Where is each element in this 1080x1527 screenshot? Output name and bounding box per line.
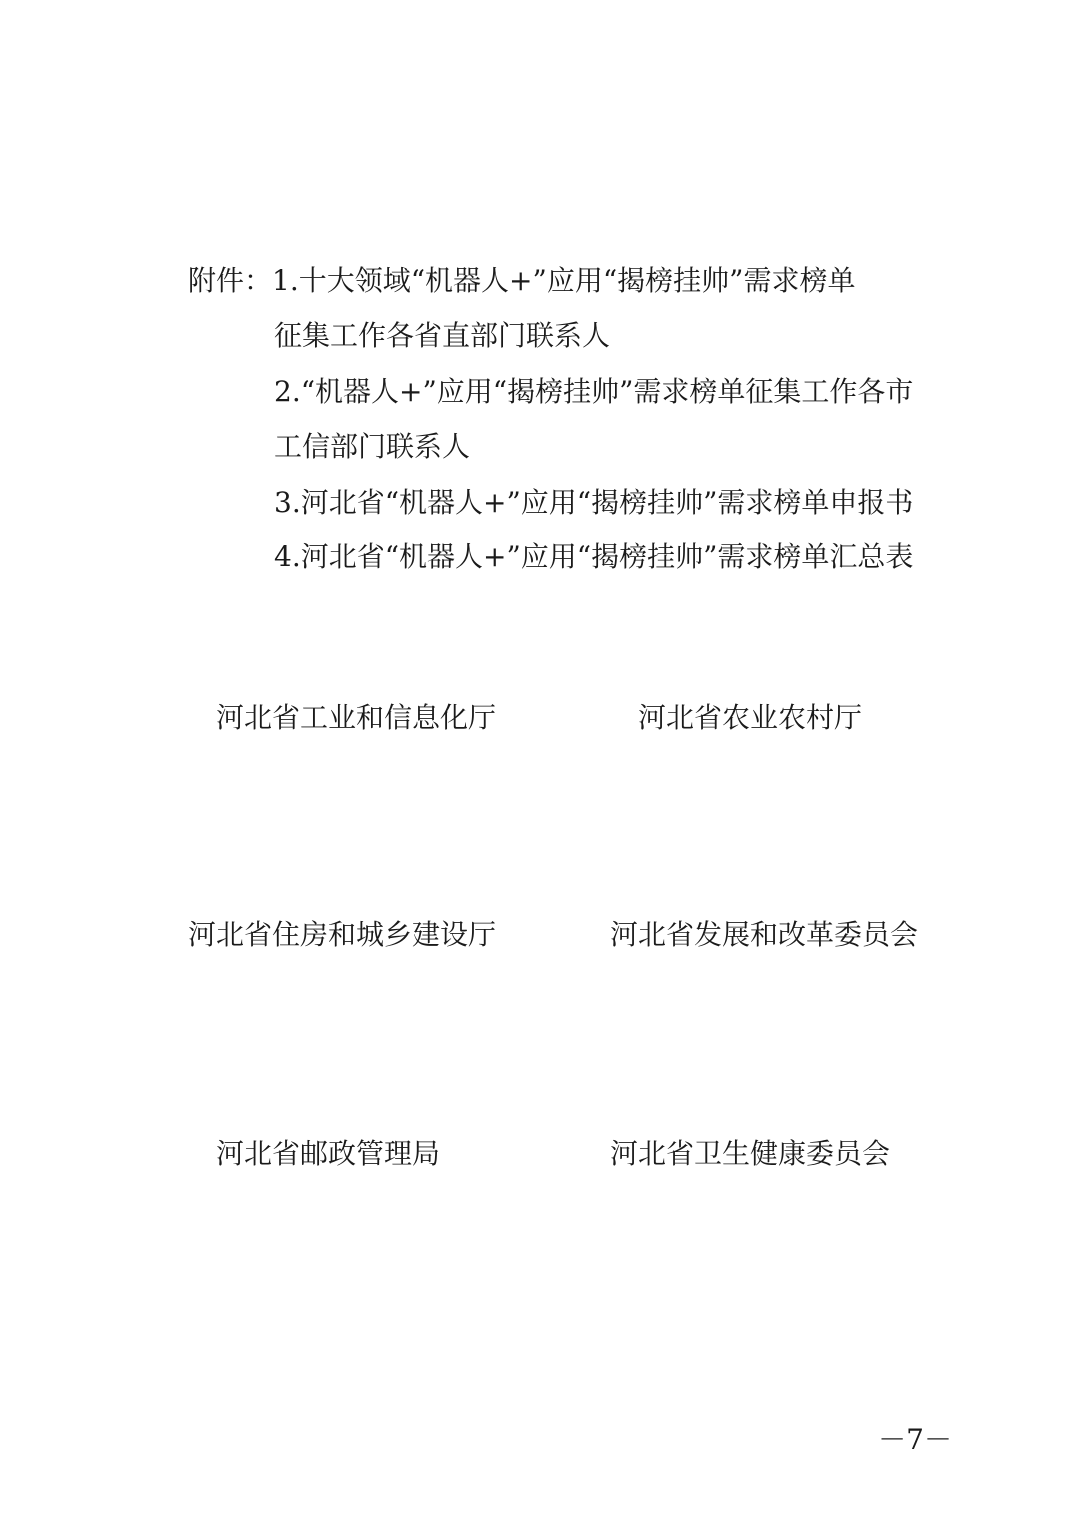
signature-row2-left: 河北省住房和城乡建设厅 [188, 918, 497, 951]
signature-row1-right: 河北省农业农村厅 [638, 701, 863, 734]
signature-row2-right: 河北省发展和改革委员会 [610, 918, 919, 951]
signature-row3-left: 河北省邮政管理局 [216, 1137, 441, 1170]
attachment-item-1-line-1: 1.十大领域“机器人+”应用“揭榜挂帅”需求榜单 [272, 264, 856, 297]
attachment-item-2-line-2: 工信部门联系人 [274, 430, 471, 463]
attachments-label: 附件： [188, 264, 273, 297]
signature-row3-right: 河北省卫生健康委员会 [610, 1137, 891, 1170]
attachment-item-2-line-1: 2.“机器人+”应用“揭榜挂帅”需求榜单征集工作各市 [274, 375, 914, 408]
attachment-line-1 [188, 263, 855, 299]
signature-row1-left: 河北省工业和信息化厅 [216, 701, 497, 734]
page-number: －7－ [878, 1423, 952, 1456]
attachment-item-1-line-2: 征集工作各省直部门联系人 [274, 319, 611, 352]
attachment-item-4: 4.河北省“机器人+”应用“揭榜挂帅”需求榜单汇总表 [274, 540, 914, 573]
attachment-item-3: 3.河北省“机器人+”应用“揭榜挂帅”需求榜单申报书 [274, 486, 914, 519]
